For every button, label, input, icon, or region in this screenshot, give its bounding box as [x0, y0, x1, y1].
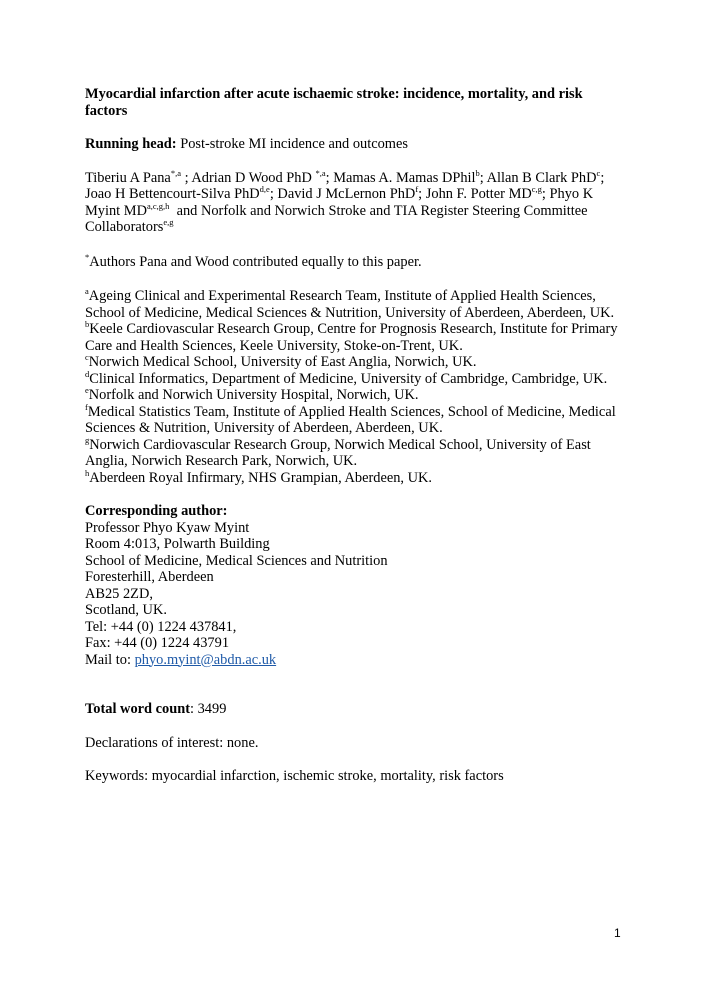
authors-line-1	[85, 167, 625, 187]
affiliation-f	[85, 401, 625, 437]
affiliation-e	[85, 387, 625, 404]
corresponding-line: AB25 2ZD,	[85, 585, 153, 602]
affiliation-text: Norwich Cardiovascular Research Group, Norwich Medical School, University of East	[89, 436, 591, 453]
affiliation-line	[85, 387, 625, 404]
affiliation-text: Medical Statistics Team, Institute of Applied Health Sciences, School of Medicine, Medical	[87, 403, 616, 420]
author-name: and Norfolk and Norwich Stroke and TIA Register Steering Committee	[169, 202, 588, 219]
affiliation-text: Clinical Informatics, Department of Medicine, University of Cambridge, Cambridge, UK.	[89, 370, 608, 387]
affiliation-text: Ageing Clinical and Experimental Research Team, Institute of Applied Health Sciences,	[88, 288, 596, 304]
mail-line	[85, 652, 625, 669]
corresponding-line: Foresterhill, Aberdeen	[85, 569, 214, 585]
author-sup: a,c,g,h	[146, 200, 170, 211]
word-count-value: : 3499	[190, 701, 227, 717]
affiliation-text: Care and Health Sciences, Keele University, Stoke-on-Trent, UK.	[85, 337, 463, 354]
affiliation-sup: f	[85, 401, 88, 412]
corresponding-line: School of Medicine, Medical Sciences and Nutrition	[85, 552, 388, 569]
affiliation-text: Aberdeen Royal Infirmary, NHS Grampian, Aberdeen, UK.	[89, 469, 432, 486]
author-name: Tiberiu A Pana	[85, 169, 171, 186]
affiliation-line	[85, 338, 625, 355]
affiliation-sup: g	[85, 434, 90, 445]
author-name: ; John F. Potter MD	[418, 186, 532, 202]
word-count	[85, 701, 625, 718]
author-name: ; David J McLernon PhD	[269, 186, 416, 202]
affiliation-b	[85, 321, 625, 354]
affiliation-line	[85, 420, 625, 437]
affiliation-g	[85, 434, 625, 470]
author-sup: b	[475, 167, 480, 178]
affiliation-text: Anglia, Norwich Research Park, Norwich, UK.	[85, 453, 358, 469]
title-line-2: factors	[85, 102, 128, 119]
affiliation-sup: h	[85, 467, 90, 478]
affiliation-text: School of Medicine, Medical Sciences & Nutrition, University of Aberdeen, Aberdeen, UK.	[85, 304, 615, 321]
affiliations-list	[85, 288, 625, 486]
affiliation-h	[85, 467, 625, 487]
author-sup: e,g	[163, 217, 174, 227]
corresponding-heading: Corresponding author:	[85, 503, 228, 519]
affiliation-text: Norwich Medical School, University of East Anglia, Norwich, UK.	[88, 354, 477, 370]
page-number: 1	[614, 926, 621, 940]
author-name: Myint MD	[85, 202, 147, 219]
author-name: ; Mamas A. Mamas DPhil	[325, 169, 476, 186]
author-sup: *,a	[170, 167, 181, 178]
note-text: Authors Pana and Wood contributed equally to this paper.	[89, 253, 422, 270]
corresponding-line: Tel: +44 (0) 1224 437841,	[85, 618, 237, 635]
affiliation-sup: d	[85, 368, 90, 379]
affiliation-d	[85, 368, 625, 388]
author-name: Joao H Bettencourt-Silva PhD	[85, 186, 260, 202]
affiliation-text: Norfolk and Norwich University Hospital, Norwich, UK.	[88, 387, 419, 403]
note-sup: *	[85, 251, 90, 262]
author-sup: c	[596, 167, 601, 178]
email-link[interactable]: phyo.myint@abdn.ac.uk	[134, 651, 277, 668]
affiliation-c	[85, 354, 625, 371]
affiliation-sup: b	[85, 319, 90, 329]
keywords: Keywords: myocardial infarction, ischemic stroke, mortality, risk factors	[85, 768, 504, 784]
running-head	[85, 136, 625, 153]
affiliation-line	[85, 453, 625, 470]
corresponding-line: Room 4:013, Polwarth Building	[85, 536, 270, 552]
affiliation-text: Sciences & Nutrition, University of Aberdeen, Aberdeen, UK.	[85, 420, 443, 436]
running-head-text: Post-stroke MI incidence and outcomes	[176, 136, 408, 152]
affiliation-line	[85, 368, 625, 388]
manuscript-page	[85, 86, 625, 785]
corresponding-line: Fax: +44 (0) 1224 43791	[85, 635, 230, 651]
author-sup: f	[415, 184, 419, 194]
corresponding-author	[85, 503, 625, 668]
corresponding-line: Scotland, UK.	[85, 602, 167, 618]
author-sup: c,g	[531, 184, 542, 194]
running-head-label: Running head:	[85, 136, 177, 152]
mail-label: Mail to:	[85, 651, 135, 668]
author-name: ; Phyo K	[541, 186, 594, 202]
title-line-1: Myocardial infarction after acute ischaemic stroke: incidence, mortality, and risk	[85, 86, 583, 102]
authors-line-4	[85, 219, 625, 236]
affiliation-line	[85, 354, 625, 371]
affiliation-line	[85, 305, 625, 322]
affiliation-sup: e	[85, 385, 89, 395]
affiliation-line	[85, 288, 625, 305]
author-name: Collaborators	[85, 219, 164, 235]
corresponding-line: Professor Phyo Kyaw Myint	[85, 519, 250, 536]
equal-contribution-note	[85, 251, 625, 271]
author-sup: d,e	[259, 184, 270, 194]
affiliation-a	[85, 288, 625, 321]
declarations: Declarations of interest: none.	[85, 734, 259, 751]
affiliation-line	[85, 434, 625, 454]
author-name: ; Adrian D Wood PhD	[180, 169, 316, 186]
affiliation-sup: c	[85, 352, 89, 362]
word-count-label: Total word count	[85, 701, 191, 717]
affiliation-sup: a	[85, 286, 89, 296]
affiliation-line	[85, 401, 625, 421]
affiliation-line	[85, 467, 625, 487]
author-name: ; Allan B Clark PhD	[479, 169, 597, 186]
affiliation-text: Keele Cardiovascular Research Group, Centre for Prognosis Research, Institute for Primary	[89, 321, 618, 337]
author-sup: *,a	[315, 167, 326, 178]
author-sep: ;	[600, 169, 605, 186]
affiliation-line	[85, 321, 625, 338]
